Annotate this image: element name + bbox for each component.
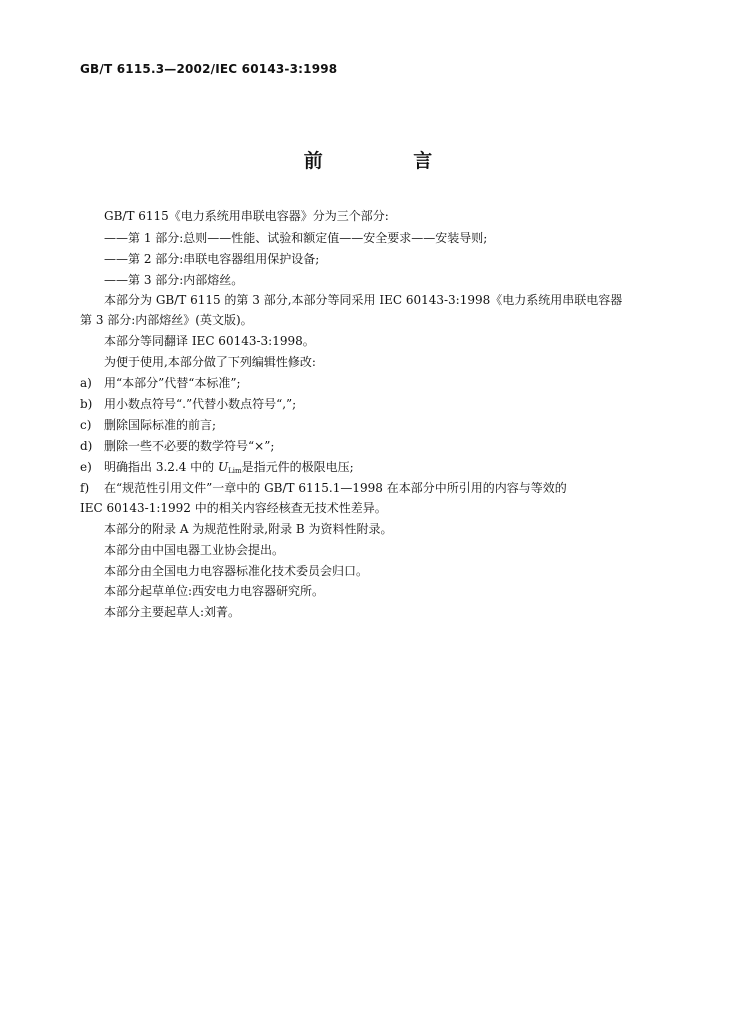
list-item-continuation: IEC 60143-1:1992 中的相关内容经核查无技术性差异。	[80, 501, 387, 515]
list-item	[80, 417, 216, 433]
list-item-part-2: ——第 2 部分:串联电容器组用保护设备;	[104, 252, 320, 266]
list-marker: d)	[80, 439, 93, 453]
list-item	[80, 480, 567, 496]
paragraph-line: GB/T 6115《电力系统用串联电容器》分为三个部分:	[104, 209, 389, 223]
paragraph-line: 本部分等同翻译 IEC 60143-3:1998。	[104, 334, 315, 348]
voltage-subscript: Lim	[228, 467, 242, 475]
list-item-text: 用“本部分”代替“本标准”;	[104, 376, 241, 390]
list-item	[80, 375, 241, 391]
list-item-text: 明确指出 3.2.4 中的	[104, 460, 218, 474]
list-marker: c)	[80, 418, 92, 432]
list-item-text: 删除国际标准的前言;	[104, 418, 217, 432]
paragraph-line: 本部分起草单位:西安电力电容器研究所。	[104, 584, 325, 598]
paragraph-line: 本部分的附录 A 为规范性附录,附录 B 为资料性附录。	[104, 522, 393, 536]
list-item-text: 用小数点符号“.”代替小数点符号“,”;	[104, 397, 297, 411]
list-marker: a)	[80, 376, 92, 390]
list-marker: e)	[80, 460, 92, 474]
list-item	[80, 396, 296, 412]
list-item-text: 删除一些不必要的数学符号“×”;	[104, 439, 275, 453]
voltage-symbol: U	[217, 460, 229, 474]
list-item-part-1: ——第 1 部分:总则——性能、试验和额定值——安全要求——安装导则;	[104, 231, 488, 245]
paragraph-line: 本部分由全国电力电容器标准化技术委员会归口。	[104, 564, 369, 578]
list-item-text: 在“规范性引用文件”一章中的 GB/T 6115.1—1998 在本部分中所引用的内容与等效的	[104, 481, 567, 495]
paragraph-line: 为便于使用,本部分做了下列编辑性修改:	[104, 355, 316, 369]
list-item-part-3: ——第 3 部分:内部熔丝。	[104, 273, 244, 287]
list-item	[80, 438, 274, 454]
list-marker: f)	[80, 481, 90, 495]
paragraph-line: 第 3 部分:内部熔丝》(英文版)。	[80, 313, 253, 327]
standard-number-header: GB/T 6115.3—2002/IEC 60143-3:1998	[80, 62, 338, 76]
paragraph-line: 本部分主要起草人:刘菁。	[104, 605, 241, 619]
list-item-text: 是指元件的极限电压;	[241, 460, 354, 474]
list-marker: b)	[80, 397, 93, 411]
page-title: 前 言	[303, 150, 475, 172]
paragraph-line: 本部分由中国电器工业协会提出。	[104, 543, 285, 557]
list-item	[80, 459, 354, 479]
paragraph-line: 本部分为 GB/T 6115 的第 3 部分,本部分等同采用 IEC 60143-3:1998《电力系统用串联电容器	[104, 293, 623, 307]
